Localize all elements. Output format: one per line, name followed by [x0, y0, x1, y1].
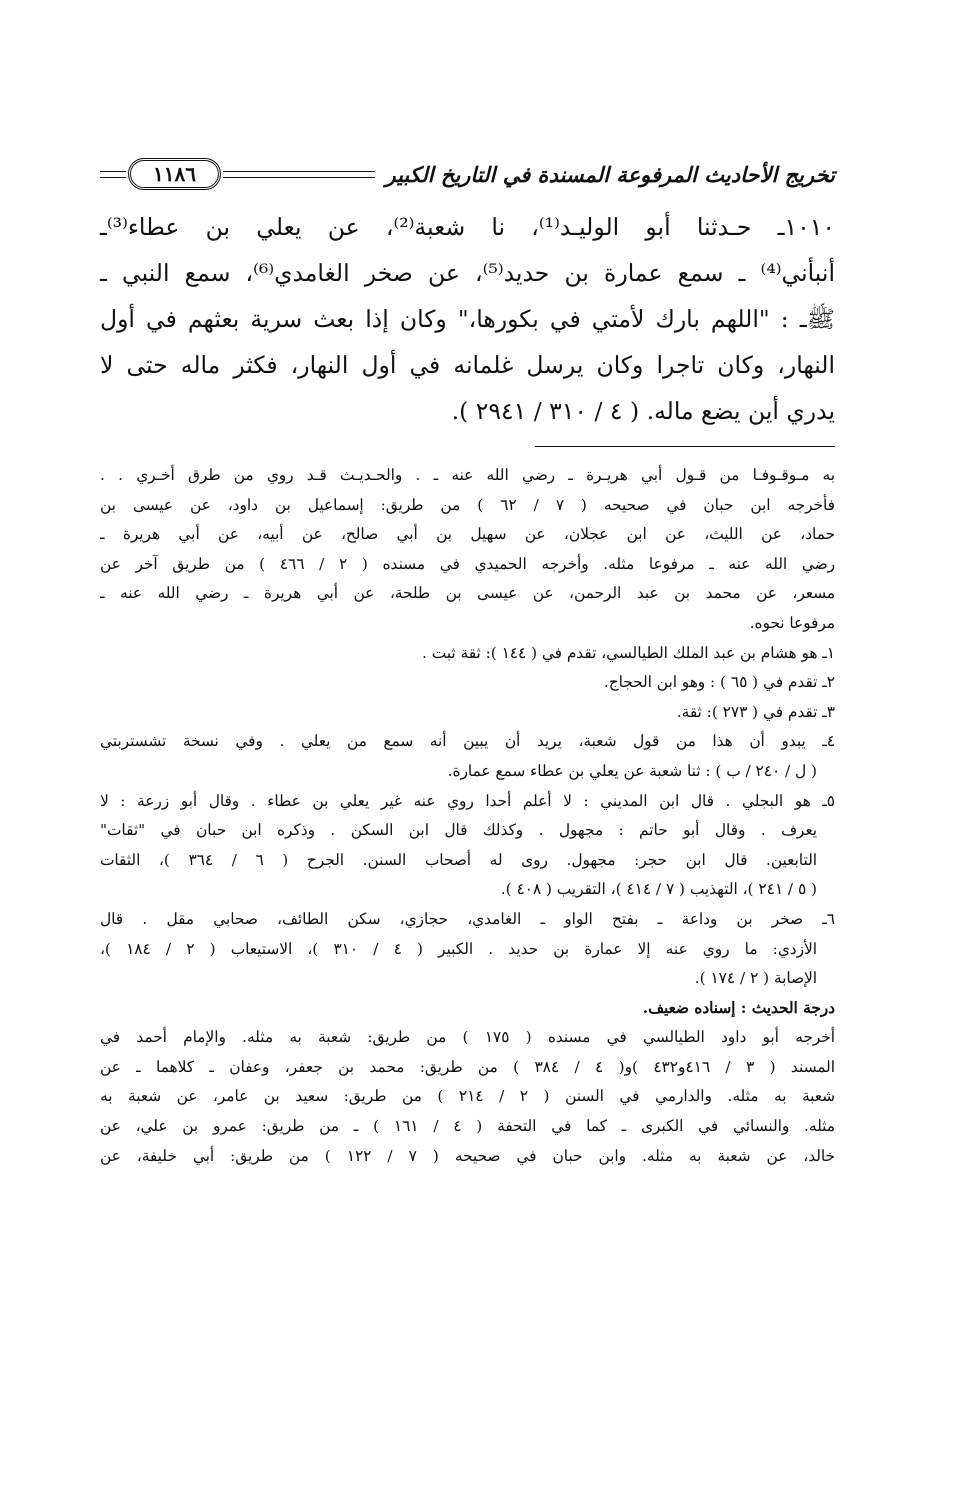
takhrij-line: المسند ( ٣ / ٤١٦و٤٣٢ )و( ٤ / ٣٨٤ ) من طريق: محمد بن جعفر، وعفان ـ كلاهما ـ عن — [100, 1057, 835, 1076]
footnote-2: ٢ـ تقدم في ( ٦٥ ) : وهو ابن الحجاج. — [603, 673, 835, 692]
header-rule-end — [100, 171, 126, 178]
footnote-6-cont: الإصابة ( ٢ / ١٧٤ ). — [694, 969, 817, 988]
footnote-line: مرفوعا نحوه. — [749, 613, 835, 632]
takhrij-line: أخرجه أبو داود الطيالسي في مسنده ( ١٧٥ ) من طريق: شعبة به مثله. والإمام أحمد في — [100, 1028, 835, 1047]
takhrij-line: خالد، عن شعبة به مثله. وابن حبان في صحيحه ( ٧ / ١٢٢ ) من طريق: أبي خليفة، عن — [100, 1146, 835, 1165]
footnote-5-cont: ( ٥ / ٢٤١ )، التهذيب ( ٧ / ٤١٤ )، التقريب ( ٤٠٨ ). — [500, 880, 817, 899]
footnote-line: فأخرجه ابن حبان في صحيحه ( ٧ / ٦٢ ) من طريق: إسماعيل بن داود، عن عيسى بن — [100, 495, 835, 514]
footnote-line: رضي الله عنه ـ مرفوعا مثله. وأخرجه الحميدي في مسنده ( ٢ / ٤٦٦ ) من طريق آخر عن — [100, 554, 835, 573]
footnote-separator — [535, 446, 835, 447]
footnote-1: ١ـ هو هشام بن عبد الملك الطيالسي، تقدم في ( ١٤٤ ): ثقة ثبت . — [422, 643, 835, 662]
hadith-line: يدري أين يضع ماله. ( ٤ / ٣١٠ / ٢٩٤١ ). — [451, 397, 835, 425]
hadith-line: أنبأني⁽⁴⁾ ـ سمع عمارة بن حديد⁽⁵⁾، عن صخر الغامدي⁽⁶⁾، سمع النبي ـ — [100, 259, 835, 287]
footnote-5-cont: يعرف . وقال أبو حاتم : مجهول . وكذلك قال ابن السكن . وذكره ابن حبان في "ثقات" — [100, 821, 817, 840]
page-header — [100, 150, 835, 198]
hadith-line: ﷺـ : "اللهم بارك لأمتي في بكورها،" وكان إذا بعث سرية بعثهم في أول — [100, 305, 835, 333]
footnote-line: حماد، عن الليث، عن ابن عجلان، عن سهيل بن أبي صالح، عن أبيه، عن أبي هريرة ـ — [100, 525, 835, 544]
hadith-line: النهار، وكان تاجرا وكان يرسل غلمانه في أول النهار، فكثر ماله حتى لا — [100, 351, 835, 379]
footnote-4-cont: ( ل / ٢٤٠ / ب ) : ثنا شعبة عن يعلي بن عطاء سمع عمارة. — [447, 761, 817, 780]
page-number: ١١٨٦ — [128, 158, 221, 190]
footnotes — [100, 461, 835, 1171]
hadith-line: ١٠١٠ـ حـدثنا أبو الوليـد⁽¹⁾، نا شعبة⁽²⁾، عن يعلي بن عطاء⁽³⁾ـ — [100, 213, 835, 241]
footnote-line: به مـوقـوفـا من قـول أبي هريـرة ـ رضي الله عنه ـ . والحـديـث قـد روي من طرق أخـري . . — [100, 466, 835, 484]
hadith-text — [100, 204, 835, 434]
footnote-6: ٦ـ صخر بن وداعة ـ بفتح الواو ـ الغامدي، حجازي، سكن الطائف، صحابي مقل . قال — [100, 909, 835, 928]
takhrij-line: مثله. والنسائي في الكبرى ـ كما في التحفة ( ٤ / ١٦١ ) ـ من طريق: عمرو بن علي، عن — [100, 1117, 835, 1136]
footnote-line: مسعر، عن محمد بن عبد الرحمن، عن عيسى بن طلحة، عن أبي هريرة ـ رضي الله عنه ـ — [100, 584, 835, 603]
header-double-rule — [223, 171, 376, 178]
takhrij-line: شعبة به مثله. والدارمي في السنن ( ٢ / ٢١٤ ) من طريق: سعيد بن عامر، عن شعبة به — [100, 1087, 835, 1106]
footnote-5-cont: التابعين. قال ابن حجر: مجهول. روى له أصحاب السنن. الجرح ( ٦ / ٣٦٤ )، الثقات — [100, 850, 817, 869]
header-rule — [100, 158, 375, 190]
footnote-5: ٥ـ هو البجلي . قال ابن المديني : لا أعلم أحدا روي عنه غير يعلي بن عطاء . وقال أبو زرعة : لا — [100, 791, 835, 810]
running-title: تخريج الأحاديث المرفوعة المسندة في التاريخ الكبير — [385, 161, 835, 187]
book-page — [100, 150, 835, 1171]
footnote-3: ٣ـ تقدم في ( ٢٧٣ ): ثقة. — [676, 702, 835, 721]
footnote-6-cont: الأزدي: ما روي عنه إلا عمارة بن حديد . الكبير ( ٤ / ٣١٠ )، الاستيعاب ( ٢ / ١٨٤ )، — [100, 939, 817, 958]
footnote-4: ٤ـ يبدو أن هذا من قول شعبة، يريد أن يبين أنه سمع من يعلي . وفي نسخة تشستربتي — [100, 732, 835, 751]
hadith-grade-heading: درجة الحديث : إسناده ضعيف. — [642, 998, 835, 1017]
